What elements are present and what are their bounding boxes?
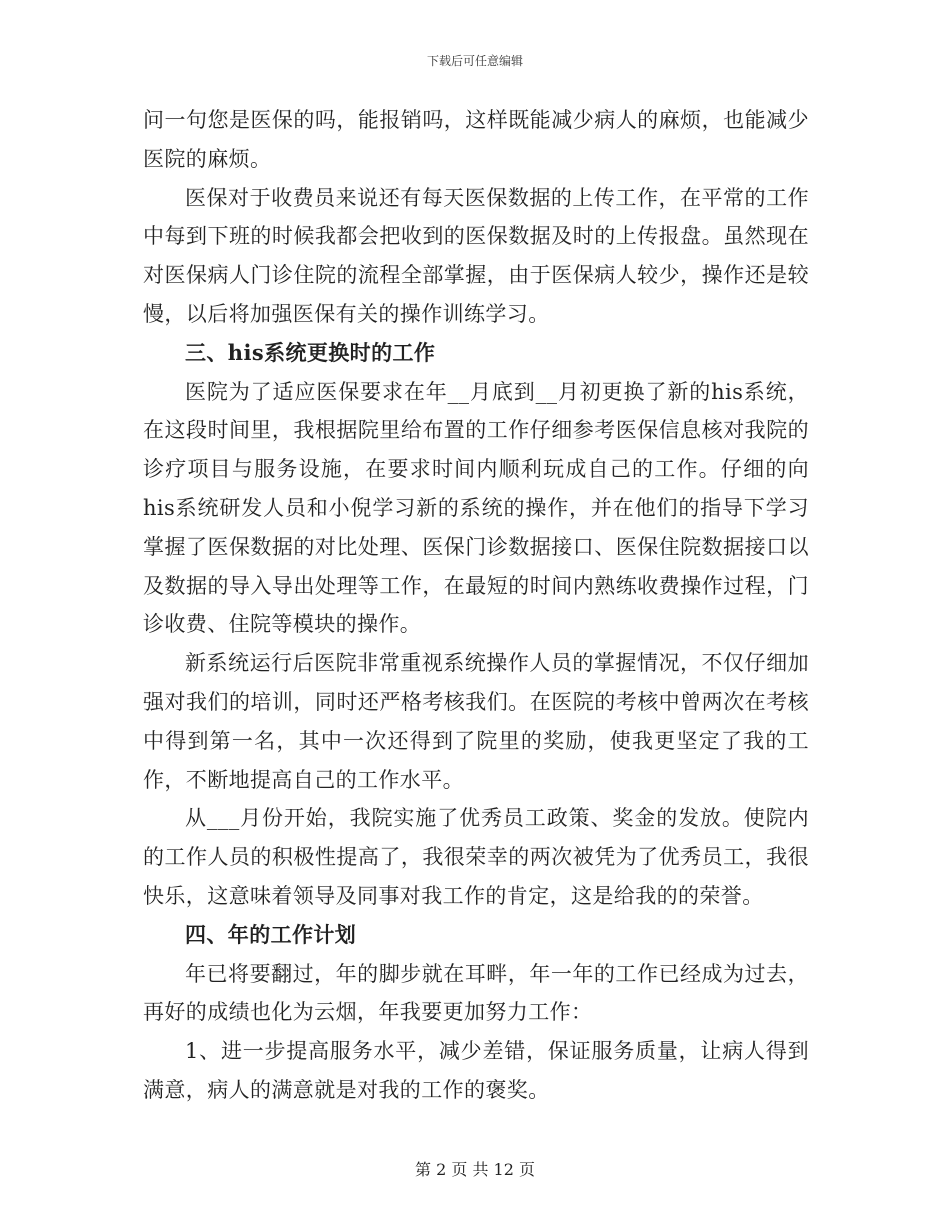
paragraph-plan-intro: 年已将要翻过，年的脚步就在耳畔，年一年的工作已经成为过去，再好的成绩也化为云烟，年我要更加努力工作： <box>143 961 809 1025</box>
page-header: 下载后可任意编辑 <box>426 54 523 68</box>
section-heading-his-system: 三、his系统更换时的工作 <box>185 339 436 365</box>
section-heading-work-plan: 四、年的工作计划 <box>185 921 357 947</box>
paragraph-continuation: 问一句您是医保的吗，能报销吗，这样既能减少病人的麻烦，也能减少医院的麻烦。 <box>143 108 809 171</box>
document-body <box>143 101 809 1110</box>
paragraph-system-training: 新系统运行后医院非常重视系统操作人员的掌握情况，不仅仔细加强对我们的培训，同时还严格考核我们。在医院的考核中曾两次在考核中得到第一名，其中一次还得到了院里的奖励，使我更坚定了我的工作，不断地提高自己的工作水平。 <box>143 651 809 792</box>
page-footer: 第 2 页 共 12 页 <box>415 1160 535 1179</box>
paragraph-excellent-employee: 从___月份开始，我院实施了优秀员工政策、奖金的发放。使院内的工作人员的积极性提高了，我很荣幸的两次被凭为了优秀员工，我很快乐，这意味着领导及同事对我工作的肯定，这是给我的的荣誉。 <box>143 806 809 908</box>
paragraph-plan-item-1: 1、进一步提高服务水平，减少差错，保证服务质量，让病人得到满意，病人的满意就是对我的工作的褒奖。 <box>143 1039 809 1102</box>
paragraph-medical-insurance-upload: 医保对于收费员来说还有每天医保数据的上传工作，在平常的工作中每到下班的时候我都会把收到的医保数据及时的上传报盘。虽然现在对医保病人门诊住院的流程全部掌握，由于医保病人较少，操作还是较慢，以后将加强医保有关的操作训练学习。 <box>143 185 809 326</box>
paragraph-his-system-replacement: 医院为了适应医保要求在年__月底到__月初更换了新的his系统，在这段时间里，我根据院里给布置的工作仔细参考医保信息核对我院的诊疗项目与服务设施，在要求时间内顺利玩成自己的工作。仔细的向his系统研发人员和小倪学习新的系统的操作，并在他们的指导下学习掌握了医保数据的对比处理、医保门诊数据接口、医保住院数据接口以及数据的导入导出处理等工作，在最短的时间内熟练收费操作过程，门诊收费、住院等模块的操作。 <box>143 379 809 637</box>
